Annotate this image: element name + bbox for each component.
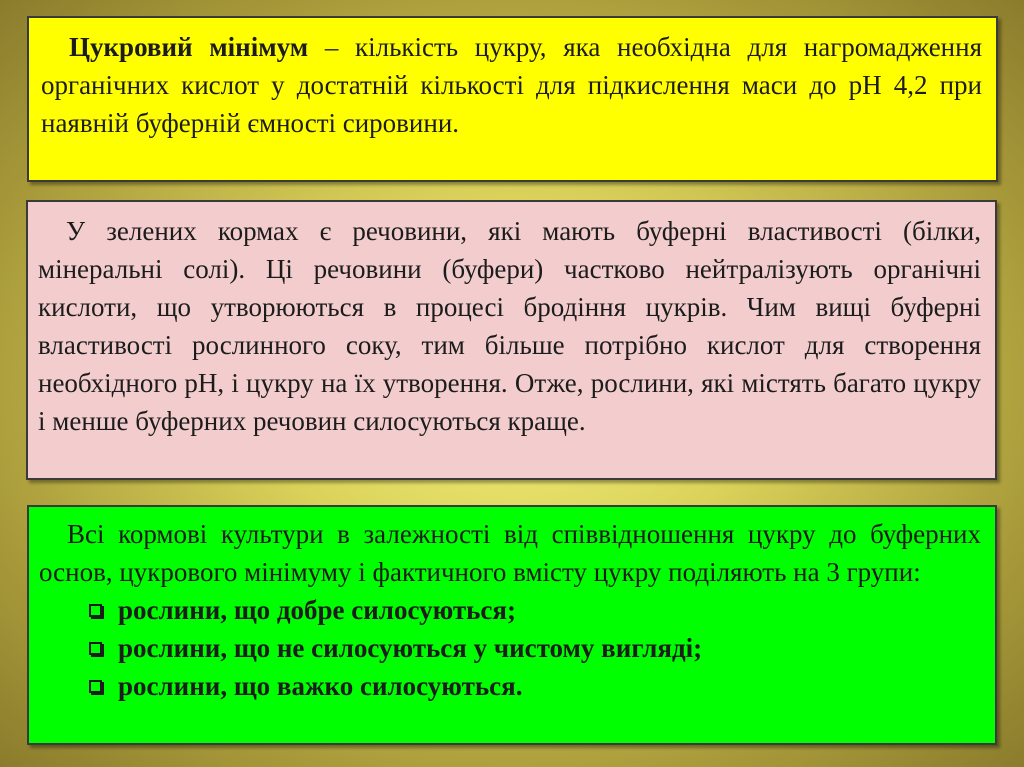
checkbox-square-icon — [89, 604, 102, 617]
list-item — [89, 629, 981, 667]
list-item-text: рослини, що добре силосуються; — [118, 595, 516, 625]
buffer-paragraph: У зелених кормах є речовини, які мають буферні властивості (білки, мінеральні солі). Ці речовини (буфери) частково нейтралізують органічні кислоти, що утворюються в процесі бродіння цукрів. Чим вищі буферні властивості рослинного соку, тим більше потрібно кислот для створення необхідного pH, і цукру на їх утворення. Отже, рослини, які містять багато цукру і менше буферних речовин силосуються краще. — [38, 216, 981, 436]
checkbox-square-icon — [89, 642, 102, 655]
groups-box — [27, 505, 997, 745]
definition-paragraph — [41, 28, 982, 142]
list-item — [89, 591, 981, 629]
checkbox-square-icon — [89, 680, 102, 693]
definition-text: – кількість цукру, яка необхідна для нагромадження органічних кислот у достатній кількості для підкислення маси до pH 4,2 при наявній буферній ємності сировини. — [41, 32, 982, 138]
definition-box — [27, 16, 998, 182]
list-item-text: рослини, що важко силосуються. — [118, 671, 523, 701]
groups-intro: Всі кормові культури в залежності від співвідношення цукру до буферних основ, цукрового мінімуму і фактичного вмісту цукру поділяють на 3 групи: — [39, 519, 981, 587]
groups-list — [39, 591, 981, 705]
definition-term: Цукровий мінімум — [69, 32, 309, 62]
buffer-info-box — [26, 200, 997, 480]
list-item — [89, 667, 981, 705]
list-item-text: рослини, що не силосуються у чистому вигляді; — [118, 633, 703, 663]
